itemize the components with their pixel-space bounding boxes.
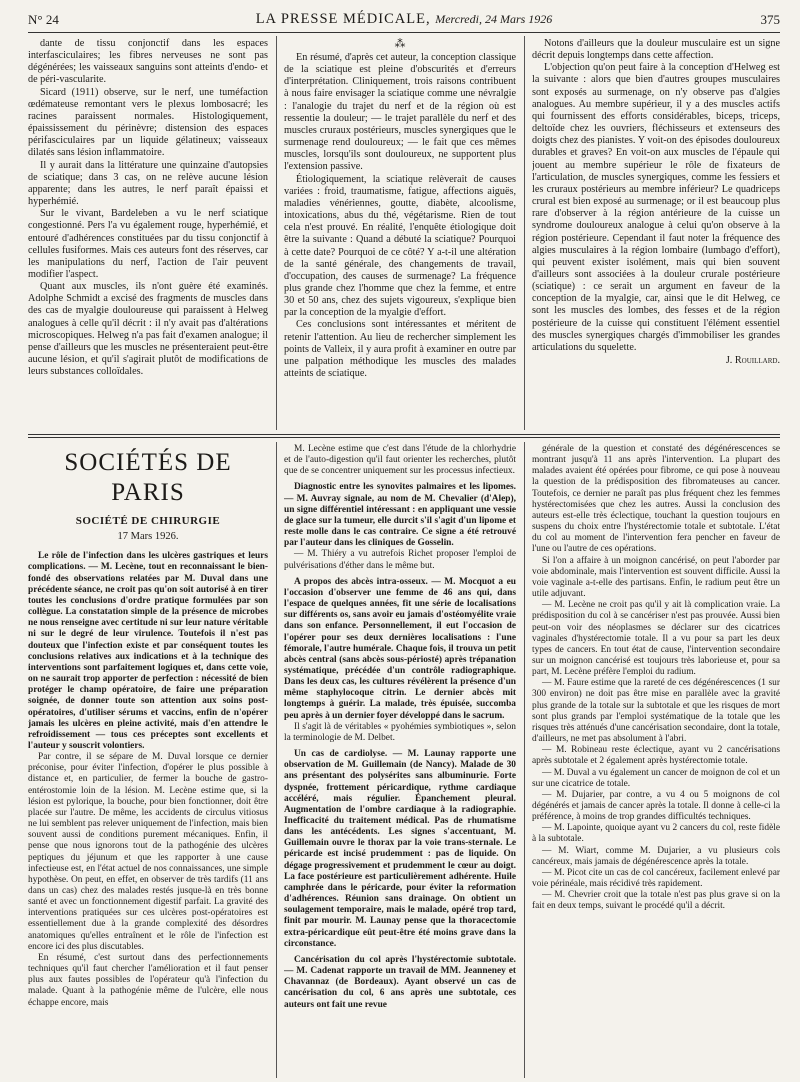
publication-name: LA PRESSE MÉDICALE,	[255, 11, 431, 27]
paragraph: — M. Faure estime que la rareté de ces dégénérescences (1 sur 300 environ) ne doit pas être mise en parallèle avec la gravité plus grande de la totale sur la subtotale et que les risques de mort sont plus grands par l'emploi systématique de la totale que les risques très atténués d'une cancérisation secondaire, dont la totale, d'ailleurs, ne met pas absolument à l'abri.	[532, 678, 780, 745]
paragraph: Il y aurait dans la littérature une quinzaine d'autopsies de sciatique; dans 3 cas, on ne relève aucune lésion apparente; dans les autres, le nerf paraît épaissi et hyperhémié.	[28, 159, 268, 208]
paragraph: Sicard (1911) observe, sur le nerf, une tuméfaction œdémateuse remontant vers le plexus lombosacré; les racines paraissent normales. Histologiquement, épaississement du périnèvre; distension des espaces périfasciculaires par un liquide gélatineux; vaisseaux dilatés sans lésion inflammatoire.	[28, 86, 268, 159]
communication-paragraph: Un cas de cardiolyse. — M. Launay rapporte une observation de M. Guillemain (de Nancy). Malade de 30 ans présentant des polysérites sans albuminurie. Forte dyspnée, frottement péricardique, rythme cardiaque accéléré, mais régulier. Épanchement pleural. Augmentation de l'ombre cardiaque à la radiographie. Inefficacité du traitement médical. Pas de rhumatisme dans les antécédents. Les signes s'accentuant, M. Guillemain ouvre le thorax par la voie trans-sternale. Le péricarde est incisé prudemment : pas de liquide. On dégage progressivement et prudemment le cœur au doigt. La face postérieure est particulièrement adhérente. Huile camphrée dans le péricarde, pour éviter la reformation d'adhérences. Réunion sans drainage. On obtient un soulagement temporaire, mais le malade, opéré trop tard, finit par mourir. M. Launay pense que la thoracectomie extra-péricardique eût peut-être été moins grave dans la circonstance.	[284, 749, 516, 949]
article-signature: J. Rouillard.	[725, 355, 780, 367]
column-rule	[276, 36, 277, 430]
page-header	[28, 10, 780, 33]
session-date: 17 Mars 1926.	[117, 531, 179, 543]
paragraph: M. Lecène estime que c'est dans l'étude de la chlorhydrie et de l'auto-digestion qu'il faut orienter les recherches, plutôt que de se concentrer uniquement sur les processus infectieux.	[284, 444, 516, 477]
column-rule	[524, 36, 525, 430]
page-number: 375	[760, 12, 780, 27]
communication-paragraph: A propos des abcès intra-osseux. — M. Mocquot a eu l'occasion d'observer une femme de 46 ans qui, dans l'espace de quelques années, fit une série de localisations sur différents os, sans avoir eu jamais d'ostéomyélite vraie dans son enfance. Personnellement, il eut l'occasion de l'opérer pour ses deux dernières localisations : l'une fémorale, l'autre humérale. Chaque fois, il trouva un petit abcès central (sans abcès sous-périosté) après trépanation systématique, précédée d'un contrôle radiographique. Dans les deux cas, les cultures révélèrent la présence d'un même staphylocoque citrin. Le dernier abcès mit longtemps à guérir. La malade, très épuisée, succomba peu après à un dernier foyer développé dans le sacrum.	[284, 576, 516, 721]
society-column-2	[284, 444, 516, 1076]
paragraph: Il s'agit là de véritables « pyohémies symbiotiques », selon la terminologie de M. Delbet.	[284, 721, 516, 743]
paragraph: dante de tissu conjonctif dans les espaces interfasciculaires; les fibres nerveuses ne sont pas dégénérées; les vaisseaux sanguins sont atteints d'endo- et de péri-vascularite.	[28, 38, 268, 86]
paragraph: Si l'on a affaire à un moignon cancérisé, on peut l'aborder par voie abdominale, mais l'intervention est souvent difficile. Aussi la voie vaginale a-t-elle des partisans. Enfin, le radium peut être un utile adjuvant.	[532, 555, 780, 600]
paragraph: — M. Wiart, comme M. Dujarier, a vu plusieurs cols cancéreux, mais jamais de dégénérescence après la totale.	[532, 845, 780, 867]
article-column-3	[532, 38, 780, 430]
paragraph: — M. Lapointe, quoique ayant vu 2 cancers du col, reste fidèle à la subtotale.	[532, 823, 780, 845]
paragraph: générale de la question et constaté des dégénérescences se montrant jusqu'à 11 ans après l'intervention. La plupart des malades avaient été opérées pour fibrome, ce qui pose à nouveau la question de la prédisposition des fibromateuses au cancer. Toutefois, ce dernier ne paraît pas plus fréquent chez les femmes hystérectomisées que chez les autres. Aussi la conclusion des auteurs est-elle très éclectique, touchant la question toujours en suspens du choix entre l'hystérectomie totale et subtotale. L'état du col au moment de l'intervention fera pencher en faveur de l'une ou l'autre de ces opérations.	[532, 444, 780, 555]
communication-paragraph: Cancérisation du col après l'hystérectomie subtotale. — M. Cadenat rapporte un travail de MM. Jeanneney et Chavannaz (de Bordeaux). Ayant observé un cas de cancérisation du col, 6 ans après une subtotale, ces auteurs ont fait une revue	[284, 954, 516, 1010]
column-rule	[276, 442, 277, 1078]
issue-number: N° 24	[28, 12, 59, 27]
paragraph: Quant aux muscles, ils n'ont guère été examinés. Adolphe Schmidt a excisé des fragments de muscles dans des cas de myalgie douloureuse qui paraissent à Helweg analogues à celle qu'il décrit : il n'y avait pas d'altérations microscopiques. Helweg n'a pas fait d'examen analogue; il pense d'ailleurs que les muscles ne présenteraient peut-être aucune lésion, et qu'il s'agirait plutôt de modifications de leurs substances colloïdales.	[28, 281, 268, 378]
section-separator-stars: ⁂	[394, 38, 406, 50]
societies-title: SOCIÉTÉS DE PARIS	[64, 449, 232, 506]
paragraph: — M. Duval a vu également un cancer de moignon de col et un sur une cicatrice de totale.	[532, 767, 780, 789]
article-column-1	[28, 38, 268, 430]
communication-paragraph: Diagnostic entre les synovites palmaires et les lipomes. — M. Auvray signale, au nom de M. Chevalier (d'Alep), un signe différentiel intéressant : en appliquant une vessie de glace sur la tumeur, elle durcit s'il s'agit d'un lipome et reste molle dans le cas contraire. Ce signe a été retrouvé par l'auteur dans les cliniques de Gosselin.	[284, 482, 516, 549]
paragraph: Par contre, il se sépare de M. Duval lorsque ce dernier préconise, pour éviter l'infection, d'opérer le plus possible à distance et, en particulier, de fermer la bouche de gastro-entérostomie loin de la lésion. M. Lecène estime que, si la lésion est pylorique, la bouche, pour bien fonctionner, doit être placée sur l'autre. De même, les accidents de circulus vitiosus ne lui semblent pas relever uniquement de l'infection, mais bien souvent aussi de conditions purement mécaniques. Enfin, il pense que nous ignorons tout de la pathogénie des ulcères peptiques du jéjunum et que les rapporter à une cause infectieuse est, en l'état actuel de nos connaissances, une simple hypothèse. On peut, en effet, en observer de très tardifs (11 ans dans un cas) chez des malades restés jusque-là en très bonne santé et avec un fonctionnement digestif parfait. La gravité des interventions pratiquées sur ces ulcères post-opératoires est essentiellement due à la grande complexité des désordres anatomiques qu'elles entraînent et le rôle de l'infection est encore ici des plus discutables.	[28, 752, 268, 952]
paragraph: Notons d'ailleurs que la douleur musculaire est un signe décrit depuis longtemps dans cette affection.	[532, 38, 780, 62]
publication-date: Mercredi, 24 Mars 1926	[435, 12, 553, 26]
publication-title	[28, 13, 780, 25]
paragraph: — M. Lecène ne croit pas qu'il y ait là complication vraie. La prédisposition du col à se cancériser n'est pas prouvée. Aussi bien peut-on voir des néoplasmes se déclarer sur des cicatrices vaginales d'hystérectomie totale. Il a vu pour sa part les deux types de cancers. En tout état de cause, l'intervention secondaire sur un moignon cancérisé est toujours très laborieuse et, pour sa part, M. Lecène préfère l'emploi du radium.	[532, 600, 780, 678]
society-column-1	[28, 444, 268, 1076]
paragraph: L'objection qu'on peut faire à la conception d'Helweg est la suivante : alors que bien d'autres groupes musculaires sont exposés au surmenage, on n'y observe pas d'algies analogues. Au membre supérieur, il y a des muscles actifs qui fournissent des efforts considérables, biceps, triceps, deltoïde chez les ouvriers, fléchisseurs et extenseurs des doigts chez des pianistes. Y voit-on des épisodes douloureux durables et graves? En voit-on aux muscles de l'épaule qui jouent au membre supérieur le rôle de fixateurs de l'articulation, de muscles synergiques, comme les fessiers et les cruraux postérieurs au membre inférieur? Le quadriceps crural est bien exposé au surmenage; or il est beaucoup plus rare d'observer à la région antérieure de la cuisse un syndrome douloureux analogue à celui qu'on observe à la région postérieure. Cependant il faut noter la fréquence des algies musculaires à la région lombaire (lumbago d'effort), qui peuvent exister isolément, mais qui bien souvent d'ailleurs sont associées à la douleur crurale postérieure (sciatique) : ce serait un argument en faveur de la conception de la myalgie, car, ainsi que le dit Helweg, ce sont les muscles des lombes, des fesses et de la région postérieure de la cuisse qui constituent l'élément essentiel des muscles synergiques chargés d'immobiliser les grandes articulations du squelette.	[532, 62, 780, 353]
section-divider	[28, 434, 780, 435]
paragraph: Ces conclusions sont intéressantes et méritent de retenir l'attention. Au lieu de rechercher simplement les points de Valleix, il y aura profit à examiner en outre par une palpation méthodique les muscles des malades atteints de sciatique.	[284, 319, 516, 380]
paragraph: — M. Thiéry a vu autrefois Richet proposer l'emploi de pulvérisations d'éther dans le même but.	[284, 549, 516, 571]
paragraph: — M. Dujarier, par contre, a vu 4 ou 5 moignons de col dégénérés et jamais de cancer après la totale. Il donne à celle-ci la préférence, à moins de trop grandes difficultés techniques.	[532, 789, 780, 823]
paragraph: — M. Picot cite un cas de col cancéreux, facilement enlevé par voie périnéale, mais récidivé très rapidement.	[532, 867, 780, 890]
paragraph: Sur le vivant, Bardeleben a vu le nerf sciatique congestionné. Pers l'a vu également rouge, hyperhémié, et entouré d'adhérences constituées par du tissu conjonctif à cellules fusiformes. Mais ces auteurs font des réserves, car les manipulations du nerf, l'action de l'air peuvent modifier l'aspect.	[28, 208, 268, 280]
section-divider	[28, 437, 780, 438]
paragraph: En résumé, c'est surtout dans des perfectionnements techniques qu'il faut chercher l'amélioration et il faut penser plus aux fautes possibles de l'opérateur qu'à l'infection du malade. Quant à la pathogénie même de l'ulcère, elle nous échappe encore, mais	[28, 952, 268, 1008]
paragraph: En résumé, d'après cet auteur, la conception classique de la sciatique est pleine d'obscurités et d'erreurs d'interprétation. Cliniquement, trois raisons contribuent à nous faire envisager la sciatique comme une névralgie : l'analogie du trajet du nerf et de la région où est ressentie la douleur; — le trajet parallèle du nerf et des muscles cruraux postérieurs, muscles synergiques que le surmenage rend douloureux; — le fait que ces mêmes muscles, lorsqu'ils sont douloureux, ne supportent plus l'extension passive.	[284, 52, 516, 173]
society-column-3	[532, 444, 780, 1076]
communication-paragraph: Le rôle de l'infection dans les ulcères gastriques et leurs complications. — M. Lecène, tout en reconnaissant le bien-fondé des observations relatées par M. Duval dans une précédente séance, ne croit pas qu'on soit autorisé à en tirer toutes les conclusions d'ordre pratique formulées par son collègue. La constatation simple de la présence de microbes ne nous renseigne avec certitude ni sur leur nature véritable ni sur le degré de leur virulence. Toutefois il n'est pas douteux que l'infection existe et par conséquent toutes les conclusions relatives aux indications et à la technique des interventions sont parfaitement logiques et, dans cette voie, on ne saurait trop apporter de perfection : nécessité de bien protéger le champ opératoire, de faire une préparation soignée, de donner toute son attention aux soins post-opératoires, d'utiliser sérums et vaccins, enfin de n'opérer jamais les ulcères en pleine activité, mais d'en attendre le refroidissement — tous ces préceptes sont excellents et l'auteur y souscrit volontiers.	[28, 551, 268, 751]
paragraph: — M. Robineau reste éclectique, ayant vu 2 cancérisations après subtotale et 2 également après hystérectomie totale.	[532, 745, 780, 767]
society-name: SOCIÉTÉ DE CHIRURGIE	[75, 515, 221, 527]
paragraph: Étiologiquement, la sciatique relèverait de causes variées : froid, traumatisme, fatigue, affections aiguës, maladies vénériennes, goutte, diabète, alcoolisme, intoxications, abus du thé, végétarisme. Rien de tout cela n'est prouvé. En réalité, l'enquête étiologique doit être la suivante : Quand a débuté la sciatique? Pourquoi à cette date? Pourquoi de ce côté? Y a-t-il une altération de la santé générale, des changements de travail, d'occupation, des causes de surmenage? La fréquence plus grande chez l'homme que chez la femme, et entre 30 et 50 ans, chez des sujets vigoureux, s'explique bien par la conception de la myalgie d'effort.	[284, 173, 516, 319]
paragraph: — M. Chevrier croit que la totale n'est pas plus grave si on la fait en deux temps, suivant le procédé qu'il a décrit.	[532, 890, 780, 912]
column-rule	[524, 442, 525, 1078]
article-column-2	[284, 38, 516, 430]
